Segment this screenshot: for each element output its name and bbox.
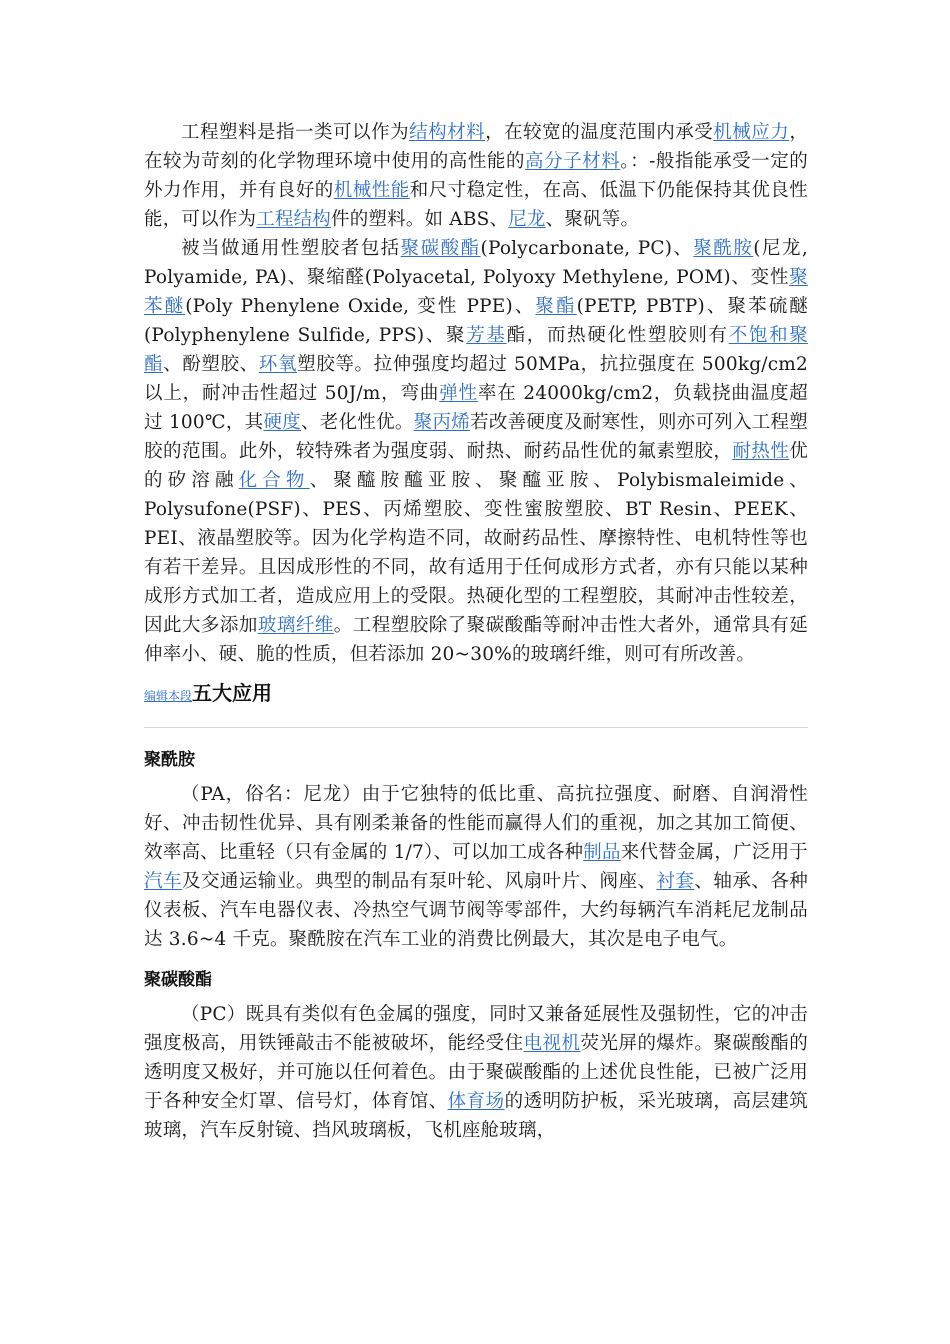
intro-paragraph xyxy=(144,118,808,234)
text-run: 优的矽溶融 xyxy=(144,441,808,491)
inline-link[interactable]: 衬套 xyxy=(656,871,695,892)
inline-link[interactable]: 硬度 xyxy=(263,412,302,433)
text-run: 、轴承、各种仪表板、汽车电器仪表、冷热空气调节阀等零部件，大约每辆汽车消耗尼龙制品达 3.6~4 千克。聚酰胺在汽车工业的消费比例最大，其次是电子电气。 xyxy=(144,871,808,950)
text-run: 、酚塑胶、 xyxy=(163,354,259,375)
text-run: (PETP, PBTP)、聚苯硫醚(Polyphenylene Sulfide, PPS)、聚 xyxy=(144,296,809,346)
inline-link[interactable]: 高分子材料 xyxy=(525,151,621,172)
pa-paragraph xyxy=(144,780,808,954)
text-run: 、聚醯胺醯亚胺、聚醯亚胺、Polybismaleimide、Polysufone(PSF)、PES、丙烯塑胶、变性蜜胺塑胶、BT Resin、PEEK、PEI、液晶塑胶等。因为化学构造不同，故耐药品性、摩擦特性、电机特性等也有若干差异。且因成形性的不同，故有适用于任何成形方式者，亦有只能以某种成形方式加工者，造成应用上的受限。热硬化型的工程塑胶，其耐冲击性较差，因此大多添加 xyxy=(144,470,808,636)
general-plastics-paragraph xyxy=(144,234,808,669)
inline-link[interactable]: 聚苯醚 xyxy=(144,267,808,317)
inline-link[interactable]: 不饱和聚酯 xyxy=(144,325,808,375)
inline-link[interactable]: 弹性 xyxy=(439,383,478,404)
pc-heading: 聚碳酸酯 xyxy=(144,970,212,990)
pa-heading: 聚酰胺 xyxy=(144,750,195,770)
text-run: （PC）既具有类似有色金属的强度，同时又兼备延展性及强韧性，它的冲击强度极高，用铁锤敲击不能被破坏，能经受住 xyxy=(144,1004,808,1054)
document-page xyxy=(144,118,808,1145)
inline-link[interactable]: 化合物 xyxy=(238,470,310,491)
inline-link[interactable]: 工程结构 xyxy=(256,209,332,230)
section-title: 五大应用 xyxy=(192,681,273,705)
text-run: 酯，而热硬化性塑胶则有 xyxy=(506,325,729,346)
inline-link[interactable]: 玻璃纤维 xyxy=(257,615,334,636)
text-run: 塑胶等。拉伸强度均超过 50MPa，抗拉强度在 500kg/cm2 以上，耐冲击性超过 50J/m，弯曲 xyxy=(144,354,808,404)
text-run: 、老化性优。 xyxy=(301,412,414,433)
inline-link[interactable]: 环氧 xyxy=(258,354,298,375)
inline-link[interactable]: 聚丙烯 xyxy=(413,412,471,433)
inline-link[interactable]: 结构材料 xyxy=(409,122,486,143)
text-run: 。工程塑胶除了聚碳酸酯等耐冲击性大者外，通常具有延伸率小、硬、脆的性质，但若添加 20~30%的玻璃纤维，则可有所改善。 xyxy=(144,615,808,665)
text-run: 被当做通用性塑胶者包括 xyxy=(181,238,401,259)
inline-link[interactable]: 聚酯 xyxy=(535,296,577,317)
text-run: 的透明防护板，采光玻璃，高层建筑玻璃，汽车反射镜、挡风玻璃板，飞机座舱玻璃， xyxy=(144,1091,808,1141)
text-run: 率在 24000kg/cm2，负载挠曲温度超过 100℃，其 xyxy=(144,383,809,433)
pc-paragraph xyxy=(144,1000,808,1145)
inline-link[interactable]: 电视机 xyxy=(523,1033,581,1054)
text-run: 、聚矾等。 xyxy=(545,209,640,230)
text-run: ，在较为苛刻的化学物理环境中使用的高性能的 xyxy=(144,122,809,172)
text-run: 工程塑料是指一类可以作为 xyxy=(181,122,410,143)
text-run: ，在较宽的温度范围内承受 xyxy=(485,122,714,143)
text-run: 荧光屏的爆炸。聚碳酸酯的透明度又极好，并可施以任何着色。由于聚碳酸酯的上述优良性能，已被广泛用于各种安全灯罩、信号灯，体育馆、 xyxy=(144,1033,808,1112)
section-header xyxy=(144,679,808,719)
text-run: 及交通运输业。典型的制品有泵叶轮、风扇叶片、阀座、 xyxy=(181,871,657,892)
inline-link[interactable]: 制品 xyxy=(583,842,621,863)
inline-link[interactable]: 尼龙 xyxy=(508,209,546,230)
inline-link[interactable]: 机械性能 xyxy=(333,180,410,201)
inline-link[interactable]: 聚酰胺 xyxy=(693,238,754,259)
inline-link[interactable]: 机械应力 xyxy=(713,122,790,143)
text-run: 。：-般指能承受一定的外力作用，并有良好的 xyxy=(144,151,808,201)
edit-section-link[interactable]: 编辑本段 xyxy=(144,689,193,703)
text-run: 件的塑料。如 ABS、 xyxy=(331,209,509,230)
text-run: 来代替金属，广泛用于 xyxy=(620,842,809,863)
text-run: (Polycarbonate, PC)、 xyxy=(480,238,694,259)
text-run: 若改善硬度及耐寒性，则亦可列入工程塑胶的范围。此外，较特殊者为强度弱、耐热、耐药品性优的氟素塑胶， xyxy=(144,412,809,462)
text-run: 和尺寸稳定性，在高、低温下仍能保持其优良性能，可以作为 xyxy=(144,180,808,230)
inline-link[interactable]: 芳基 xyxy=(466,325,507,346)
section-divider xyxy=(144,727,808,728)
inline-link[interactable]: 体育场 xyxy=(447,1091,505,1112)
inline-link[interactable]: 聚碳酸酯 xyxy=(400,238,481,259)
inline-link[interactable]: 耐热性 xyxy=(732,441,790,462)
text-run: （PA，俗名：尼龙）由于它独特的低比重、高抗拉强度、耐磨、自润滑性好、冲击韧性优异、具有刚柔兼备的性能而赢得人们的重视，加之其加工简便、效率高、比重轻（只有金属的 1/7）、可以加工成各种 xyxy=(144,784,808,863)
text-run: (尼龙, Polyamide, PA)、聚缩醛(Polyacetal, Polyoxy Methylene, POM)、变性 xyxy=(144,238,808,288)
text-run: (Poly Phenylene Oxide, 变性 PPE)、 xyxy=(185,296,536,317)
inline-link[interactable]: 汽车 xyxy=(144,871,182,892)
